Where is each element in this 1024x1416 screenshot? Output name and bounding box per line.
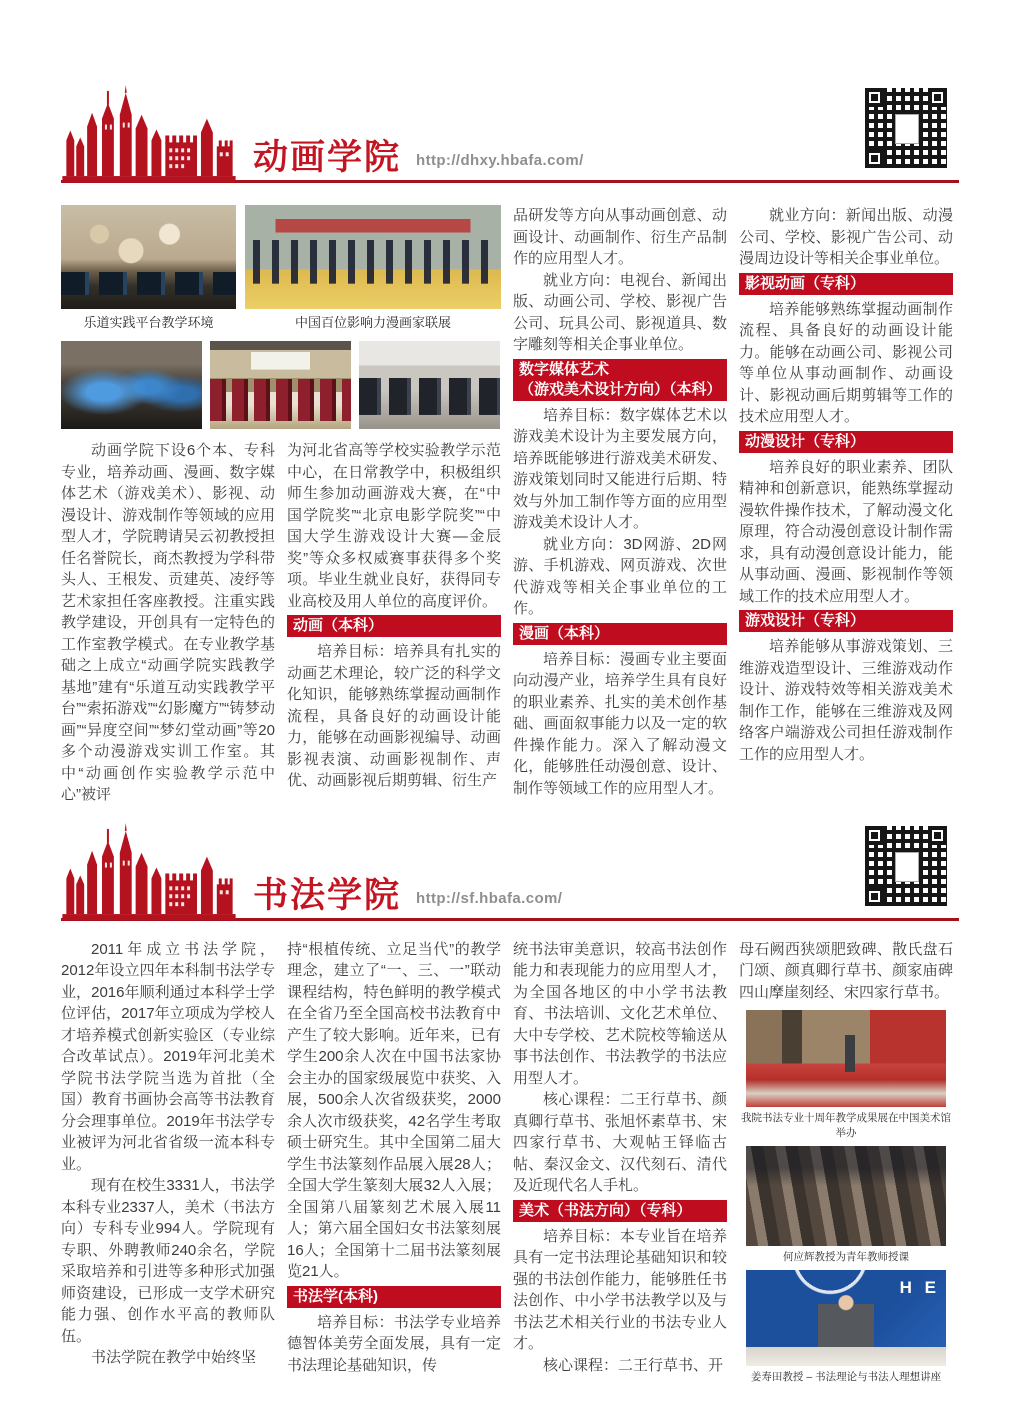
major-heading-youxi-sheji: 游戏设计（专科） bbox=[739, 610, 953, 632]
major-heading-line2: （游戏美术设计方向）（本科） bbox=[519, 380, 722, 398]
photo-caption-ledao: 乐道实践平台教学环境 bbox=[83, 315, 214, 330]
body-paragraph: 培养良好的职业素养、团队精神和创新意识，能熟练掌握动漫软件操作技术，了解动漫文化原理，符合动漫创意设计制作需求，具有动漫创意设计能力，能从事动画、漫画、影视制作等领域工作的技术应用型人才。 bbox=[739, 458, 953, 605]
castle-logo-icon bbox=[61, 823, 237, 920]
calligraphy-column-4 bbox=[739, 939, 953, 1391]
animation-text-columns bbox=[61, 440, 501, 806]
animation-header bbox=[61, 84, 959, 183]
photo-caption-row bbox=[61, 312, 501, 331]
photo-caption-anniversary: 我院书法专业十周年教学成果展在中国美术馆举办 bbox=[741, 1112, 951, 1139]
body-paragraph: 现有在校生3331人，书法学本科专业2337人，美术（书法方向）专科专业994人。学院现有专职、外聘教师240余名，学院采取培养和引进等多种形式加强师资建设，已形成一支学术研究能力强、创作水平高的教师队伍。 bbox=[61, 1177, 275, 1345]
animation-column-1 bbox=[61, 440, 275, 806]
photo-row-1 bbox=[61, 205, 501, 309]
photo-computer-lab-blue bbox=[61, 341, 202, 429]
animation-body bbox=[61, 205, 959, 806]
body-paragraph: 统书法审美意识，较高书法创作能力和表现能力的应用型人才，为全国各地区的中小学书法教育、书法培训、文化艺术单位、大中专学校、艺术院校等输送从事书法创作、书法教学的书法应用型人才。 bbox=[513, 940, 727, 1087]
section-url: http://sf.hbafa.com/ bbox=[416, 889, 563, 907]
body-paragraph: 书法学院在教学中始终坚 bbox=[91, 1349, 257, 1366]
body-paragraph: 2011年成立书法学院，2012年设立四年本科制书法学专业，2016年顺利通过本科学士学位评估，2017年立项成为学校人才培养模式创新实验区（专业综合改革试点）。2019年河北美术学院书法学院当选为首批（全国）教育书画协会高等书法教育分会理事单位。2019年书法学专业被评为河北省省级一流本科专业。 bbox=[61, 940, 275, 1173]
body-paragraph: 就业方向：3D网游、2D网游、手机游戏、网页游戏、次世代游戏等相关企事业单位的工作。 bbox=[513, 535, 727, 617]
qr-code-animation bbox=[865, 88, 947, 168]
body-paragraph: 就业方向：电视台、新闻出版、动画公司、学校、影视广告公司、玩具公司、影视道具、数字雕刻等相关企事业单位。 bbox=[513, 271, 727, 353]
body-paragraph: 核心课程：二王行草书、颜真卿行草书、张旭怀素草书、宋四家行草书、大观帖王铎临古帖、秦汉金文、汉代刻石、清代及近现代名人手札。 bbox=[513, 1091, 727, 1194]
body-paragraph: 为河北省高等学校实验教学示范中心，在日常教学中，积极组织师生参加动画游戏大赛，在“中国学院奖”“北京电影学院奖”“中国大学生游戏设计大赛—金辰奖”等众多权威赛事获得多个奖项。毕业生就业良好，获得同专业高校及用人单位的高度评价。 bbox=[287, 442, 501, 610]
body-paragraph: 培养能够熟练掌握动画制作流程、具备良好的动画设计能力。能够在动画公司、影视公司等单位从事动画制作、动画设计、影视动画后期剪辑等工作的技术应用型人才。 bbox=[739, 300, 953, 425]
photo-caption-training: 何应辉教授为青年教师授课 bbox=[783, 1251, 909, 1263]
animation-column-2 bbox=[287, 440, 501, 806]
page-content bbox=[61, 0, 959, 1390]
section-url: http://dhxy.hbafa.com/ bbox=[416, 152, 584, 169]
body-paragraph: 品研发等方向从事动画创意、动画设计、动画制作、衍生产品制作的应用型人才。 bbox=[513, 207, 727, 267]
photo-theory-lecture bbox=[746, 1270, 946, 1366]
photo-ledao-classroom bbox=[61, 205, 236, 309]
major-heading-shufaxue-benke: 书法学(本科) bbox=[287, 1286, 501, 1308]
body-paragraph: 就业方向：新闻出版、动漫公司、学校、影视广告公司、动漫周边设计等相关企事业单位。 bbox=[739, 207, 953, 267]
castle-logo-icon bbox=[61, 85, 237, 182]
calligraphy-header bbox=[61, 822, 959, 921]
major-heading-meishu-shufa: 美术（书法方向）（专科） bbox=[513, 1200, 727, 1222]
photo-caption-expo: 中国百位影响力漫画家联展 bbox=[294, 315, 451, 330]
body-paragraph: 培养目标：培养具有扎实的动画艺术理论，较广泛的科学文化知识，能够熟练掌握动画制作流程，具备良好的动画设计能力，能够在动画影视编导、动画影视表演、动画影视制作、声优、动画影视后期剪辑、衍生产 bbox=[287, 643, 501, 789]
calligraphy-column-1 bbox=[61, 939, 275, 1391]
calligraphy-column-2 bbox=[287, 939, 501, 1391]
section-title: 书法学院 bbox=[253, 875, 402, 915]
body-paragraph: 动画学院下设6个本、专科专业，培养动画、漫画、数字媒体艺术（游戏美术）、影视、动漫设计、游戏制作等领域的应用型人才，学院聘请吴云初教授担任名誉院长，商杰教授为学科带头人、王根发、贡建英、凌纾等艺术家担任客座教授。注重实践教学建设，开创具有一定特色的工作室教学模式。在专业教学基础之上成立“动画学院实践教学基地”建有“乐道互动实践教学平台”“索拓游戏”“幻影魔方”“铸梦动画”“异度空间”“梦幻堂动画”等20多个动漫游戏实训工作室。其中“动画创作实验教学示范中心”被评 bbox=[61, 442, 275, 803]
section-animation bbox=[61, 84, 959, 806]
body-paragraph: 持“根植传统、立足当代”的教学理念，建立了“一、三、一”联动课程结构，特色鲜明的教学模式在全省乃至全国高校书法教育中产生了较大影响。近年来，已有学生200余人次在中国书法家协会主办的国家级展览中获奖、入展，500余人次省级获奖，2000余人次市级获奖，42名学生考取硕士研究生。其中全国第二届大学生书法篆刻作品展入展28人；全国大学生篆刻大展32人入展；全国第八届篆刻艺术展入展11人；第六届全国妇女书法篆刻展16人；全国第十二届书法篆刻展览21人。 bbox=[287, 940, 501, 1280]
major-heading-dongman-sheji: 动漫设计（专科） bbox=[739, 431, 953, 453]
photo-lecture-theater bbox=[210, 341, 351, 429]
major-heading-digital-media bbox=[513, 359, 727, 401]
animation-left-half bbox=[61, 205, 501, 806]
body-paragraph: 培养目标：漫画专业主要面向动漫产业，培养学生具有良好的职业素养、扎实的美术创作基础、画面叙事能力以及一定的软件操作能力。深入了解动漫文化，能够胜任动漫创意、设计、制作等领域工作的应用型人才。 bbox=[513, 650, 727, 797]
body-paragraph: 母石阙西狭颂肥致碑、散氏盘石门颂、颜真卿行草书、颜家庙碑四山摩崖刻经、宋四家行草书。 bbox=[739, 940, 953, 1001]
major-heading-line1: 数字媒体艺术 bbox=[519, 360, 610, 378]
photo-teacher-training bbox=[746, 1146, 946, 1246]
photo-caption-lecture: 姜寿田教授 – 书法理论与书法人理想讲座 bbox=[750, 1371, 942, 1383]
calligraphy-body bbox=[61, 939, 959, 1391]
body-paragraph: 核心课程：二王行草书、开 bbox=[543, 1356, 724, 1374]
calligraphy-column-3 bbox=[513, 939, 727, 1391]
photo-row-2 bbox=[61, 341, 501, 429]
section-title: 动画学院 bbox=[253, 138, 402, 177]
major-heading-donghua-benke: 动画（本科） bbox=[287, 615, 501, 637]
photo-anniversary-exhibition bbox=[746, 1010, 946, 1107]
animation-column-3 bbox=[513, 205, 727, 806]
body-paragraph: 培养目标：书法学专业培养德智体美劳全面发展，具有一定书法理论基础知识，传 bbox=[287, 1313, 501, 1374]
body-paragraph: 培养目标：本专业旨在培养具有一定书法理论基础知识和较强的书法创作能力，能够胜任书法创作、中小学书法教学以及与书法艺术相关行业的书法专业人才。 bbox=[513, 1227, 727, 1352]
major-heading-yingshi-donghua: 影视动画（专科） bbox=[739, 273, 953, 295]
photo-computer-lab-gray bbox=[359, 341, 500, 429]
section-calligraphy bbox=[61, 822, 959, 1391]
body-paragraph: 培养目标：数字媒体艺术以游戏美术设计为主要发展方向，培养既能够进行游戏美术研发、游戏策划同时又能进行后期、特效与外加工制作等方面的应用型游戏美术设计人才。 bbox=[513, 406, 727, 531]
major-heading-manhua-benke: 漫画（本科） bbox=[513, 623, 727, 645]
photo-comic-exhibition bbox=[245, 205, 501, 309]
photo-overlay-text: H E bbox=[899, 1278, 940, 1297]
body-paragraph: 培养能够从事游戏策划、三维游戏造型设计、三维游戏动作设计、游戏特效等相关游戏美术制作工作，能够在三维游戏及网络客户端游戏公司担任游戏制作工作的应用型人才。 bbox=[739, 638, 953, 763]
qr-code-calligraphy bbox=[865, 826, 947, 906]
animation-column-4 bbox=[739, 205, 953, 806]
